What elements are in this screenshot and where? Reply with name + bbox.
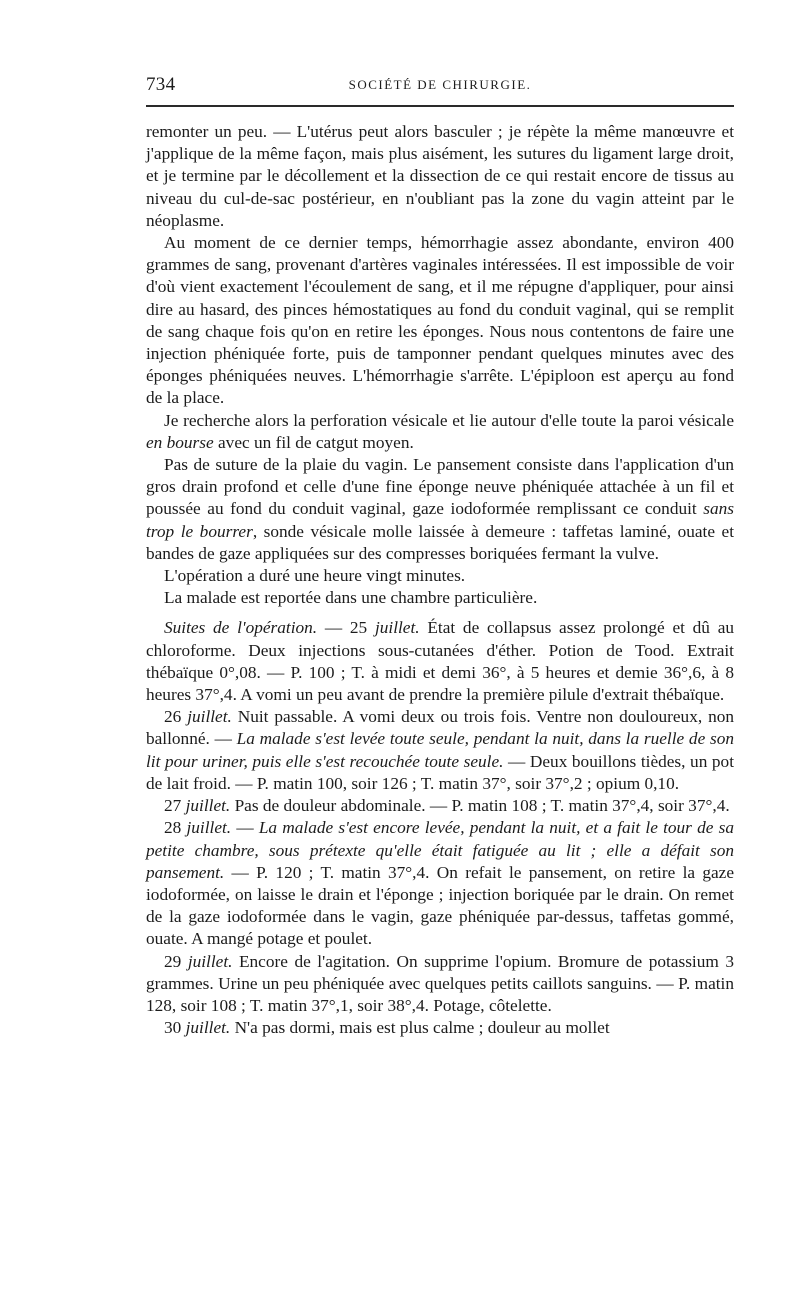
text-run: État de collapsus assez prolongé et dû au chloroforme. Deux injections sous-cutanées d'éther. Potion de Tood. Extrait thébaïque 0°,08. — P. 100 ; T. à midi et demi 36°, à 5 heures et demie 36°,6, à 8 heures 37°,4. A vomi un peu avant de prendre la première pilule d'extrait thébaïque. <box>146 618 735 705</box>
italic-text: juillet. <box>187 951 233 971</box>
text-run: 27 <box>164 796 186 816</box>
page-header <box>146 74 734 98</box>
italic-text: sans trop le bourrer <box>146 499 734 541</box>
text-run: avec un fil de catgut moyen. <box>213 432 414 452</box>
italic-text: La malade s'est levée toute seule, pendant la nuit, dans la ruelle de son lit pour uriner, puis elle s'est recouchée toute seule. <box>146 729 734 771</box>
paragraph <box>146 565 734 587</box>
body-text <box>146 121 734 1039</box>
text-run: N'a pas dormi, mais est plus calme ; douleur au mollet <box>230 1018 610 1038</box>
page-number: 734 <box>146 74 176 95</box>
header-rule <box>146 105 734 107</box>
paragraph <box>146 795 734 817</box>
italic-text: juillet. <box>185 796 231 816</box>
paragraph <box>146 410 734 454</box>
italic-text: juillet. <box>374 618 420 638</box>
text-run: — 25 <box>317 618 375 638</box>
italic-text: Suites de l'opération. <box>164 618 318 638</box>
text-run: remonter un peu. — L'utérus peut alors basculer ; je répète la même manœuvre et j'applique de la même façon, mais plus aisément, les sutures du ligament large droit, et je termine par le décollement et la dissection de ce qui restait encore de tissus au niveau du cul-de-sac postérieur, en n'oubliant pas la zone du vagin atteint par le néoplasme. <box>146 122 734 230</box>
paragraph <box>146 587 734 609</box>
text-run: , sonde vésicale molle laissée à demeure : taffetas laminé, ouate et bandes de gaze appliquées sur des compresses boriquées fermant la vulve. <box>146 521 734 563</box>
text-run: Je recherche alors la perforation vésicale et lie autour d'elle toute la paroi vésicale <box>164 410 734 430</box>
text-run: Pas de suture de la plaie du vagin. Le pansement consiste dans l'application d'un gros drain profond et celle d'une fine éponge neuve phéniquée attachée à un fil et poussée au fond du conduit vaginal, gaze iodoformée remplissant ce conduit <box>146 455 734 519</box>
text-run: La malade est reportée dans une chambre particulière. <box>164 588 538 608</box>
italic-text: juillet. <box>187 707 232 727</box>
text-run: 28 <box>164 818 187 838</box>
text-run: — <box>231 818 259 838</box>
text-run: Encore de l'agitation. On supprime l'opium. Bromure de potassium 3 grammes. Urine un peu phéniquée avec quelques petits caillots sanguins. — P. matin 128, soir 108 ; T. matin 37°,1, soir 38°,4. Potage, côtelette. <box>146 951 734 1015</box>
text-run: L'opération a duré une heure vingt minutes. <box>164 566 466 586</box>
italic-text: La malade s'est encore levée, pendant la nuit, et a fait le tour de sa petite chambre, sous prétexte qu'elle était fatiguée au lit ; elle a défait son pansement. <box>146 818 734 882</box>
text-run: 30 <box>164 1018 186 1038</box>
text-run: Au moment de ce dernier temps, hémorrhagie assez abondante, environ 400 grammes de sang, provenant d'artères vaginales intéressées. Il est impossible de voir d'où vient exactement l'écoulement de sang, et il me répugne d'appliquer, pour ainsi dire au hasard, des pinces hémostatiques au fond du conduit vaginal, qui se remplit de sang chaque fois qu'on en retire les éponges. Nous nous contentons de faire une injection phéniquée forte, puis de tamponner pendant quelques minutes avec des éponges phéniquées neuves. L'hémorrhagie s'arrête. L'épiploon est aperçu au fond de la place. <box>146 233 734 408</box>
italic-text: en bourse <box>146 432 214 452</box>
paragraph <box>146 617 734 706</box>
paragraph <box>146 817 734 950</box>
text-run: Nuit passable. A vomi deux ou trois fois. Ventre non douloureux, non ballonné. — <box>146 707 734 749</box>
paragraph <box>146 121 734 232</box>
paragraph <box>146 232 734 410</box>
italic-text: juillet. <box>185 1018 231 1038</box>
paragraph <box>146 706 734 795</box>
text-run: 26 <box>164 707 188 727</box>
paragraph <box>146 951 734 1018</box>
text-run: 29 <box>164 951 188 971</box>
running-head: SOCIÉTÉ DE CHIRURGIE. <box>348 77 532 92</box>
paragraph <box>146 454 734 565</box>
text-run: Pas de douleur abdominale. — P. matin 108 ; T. matin 37°,4, soir 37°,4. <box>230 796 730 816</box>
text-run: — P. 120 ; T. matin 37°,4. On refait le pansement, on retire la gaze iodoformée, on laisse le drain et l'éponge ; injection boriquée par le drain. On remet de la gaze iodoformée dans le vagin, gaze phéniquée par-dessus, taffetas gommé, ouate. A mangé potage et poulet. <box>146 862 734 949</box>
text-run: — Deux bouillons tièdes, un pot de lait froid. — P. matin 100, soir 126 ; T. matin 37°, soir 37°,2 ; opium 0,10. <box>146 751 734 793</box>
paragraph <box>146 1017 734 1039</box>
italic-text: juillet. <box>186 818 232 838</box>
